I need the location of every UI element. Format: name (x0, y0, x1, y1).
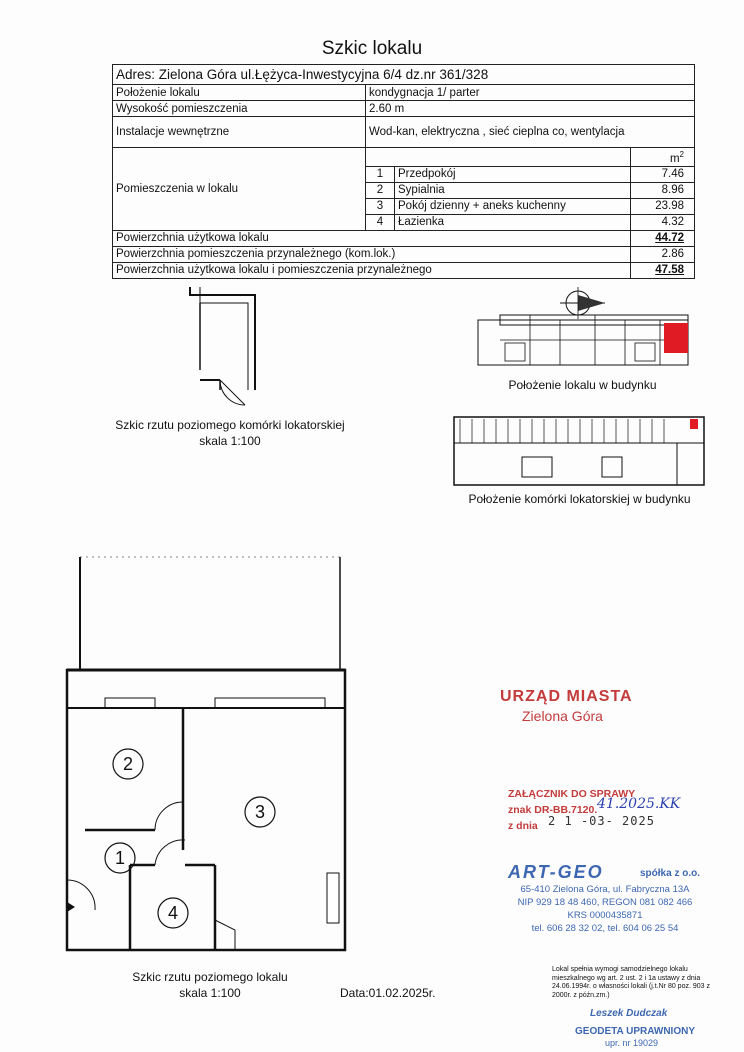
floor-plan-sketch (55, 555, 355, 960)
room-row: 3 Pokój dzienny + aneks kuchenny 23.98 (113, 198, 695, 214)
position-label: Położenie lokalu (113, 85, 366, 101)
room-row: 4 Łazienka 4.32 (113, 214, 695, 230)
attachment-stamp-line3: z dnia (508, 820, 538, 832)
attachment-date-stamp: 2 1 -03- 2025 (548, 814, 655, 828)
total-row: Powierzchnia użytkowa lokalu 44.72 (113, 230, 695, 246)
room-row: 2 Sypialnia 8.96 (113, 182, 695, 198)
office-stamp-line1: URZĄD MIASTA (500, 688, 633, 705)
height-label: Wysokość pomieszczenia (113, 101, 366, 117)
storage-sketch-scale: skala 1:100 (199, 434, 261, 448)
storage-room-sketch (180, 285, 270, 410)
compass-icon (560, 287, 605, 319)
attachment-case-handwritten: 41.2025.KK (597, 796, 681, 812)
unit-info-table (112, 64, 695, 279)
building-location-plan (470, 285, 695, 380)
attachment-stamp-line2: znak DR-BB.7120. (508, 804, 598, 816)
installations-value: Wod-kan, elektryczna , sieć cieplna co, wentylacja (366, 117, 695, 148)
company-krs: KRS 0000435871 (567, 910, 643, 921)
company-address: 65-410 Zielona Góra, ul. Fabryczna 13A (520, 884, 690, 895)
installations-label: Instalacje wewnętrzne (113, 117, 366, 148)
company-phone: tel. 606 28 32 02, tel. 604 06 25 54 (531, 923, 679, 934)
unit-highlight (664, 323, 688, 353)
surveyor-name: Leszek Dudczak (590, 1008, 668, 1019)
address-cell: Adres: Zielona Góra ul.Łężyca-Inwestycyjna 6/4 dz.nr 361/328 (113, 65, 695, 85)
storage-sketch-caption: Szkic rzutu poziomego komórki lokatorskiej (115, 418, 345, 432)
surveyor-license: upr. nr 19029 (605, 1038, 659, 1048)
company-ids: NIP 929 18 48 460, REGON 081 082 466 (517, 897, 693, 908)
surveyor-role: GEODETA UPRAWNIONY (575, 1026, 696, 1037)
room-row: 1 Przedpokój 7.46 (113, 166, 695, 182)
unit-location-caption: Położenie lokalu w budynku (508, 378, 657, 392)
company-name: ART-GEO (508, 862, 604, 882)
basement-location-plan (452, 415, 707, 490)
position-value: kondygnacja 1/ parter (366, 85, 695, 101)
unit-header: $m^2$ (631, 148, 695, 167)
company-suffix: spółka z o.o. (640, 868, 701, 879)
height-value: 2.60 m (366, 101, 695, 117)
room-label-2: 2 (122, 754, 133, 774)
storage-location-caption: Położenie komórki lokatorskiej w budynku (468, 492, 691, 506)
room-label-4: 4 (167, 903, 178, 923)
room-label-3: 3 (254, 802, 265, 822)
room-label-1: 1 (114, 848, 125, 868)
floor-sketch-caption: Szkic rzutu poziomego lokalu (132, 970, 288, 984)
storage-highlight (690, 419, 698, 429)
sketch-date: Data:01.02.2025r. (340, 986, 436, 1000)
page-title: Szkic lokalu (321, 38, 423, 59)
total-row: Powierzchnia pomieszczenia przynależnego (kom.lok.) 2.86 (113, 246, 695, 262)
office-stamp-line2: Zielona Góra (522, 708, 603, 724)
certification-text: Lokal spełnia wymogi samodzielnego lokalu mieszkalnego wg art. 2 ust. 2 i 1a ustawy z dnia 24.06.1994r. o własności lokali (j.t.Nr 80 poz. 903 z 2000r. z późn.zm.) (552, 966, 710, 999)
entrance-arrow-icon (67, 902, 75, 912)
attachment-stamp-line1: ZAŁĄCZNIK DO SPRAWY (508, 788, 636, 800)
floor-sketch-scale: skala 1:100 (179, 986, 241, 1000)
rooms-label: Pomieszczenia w lokalu (113, 148, 366, 231)
total-row: Powierzchnia użytkowa lokalu i pomieszczenia przynależnego 47.58 (113, 262, 695, 278)
